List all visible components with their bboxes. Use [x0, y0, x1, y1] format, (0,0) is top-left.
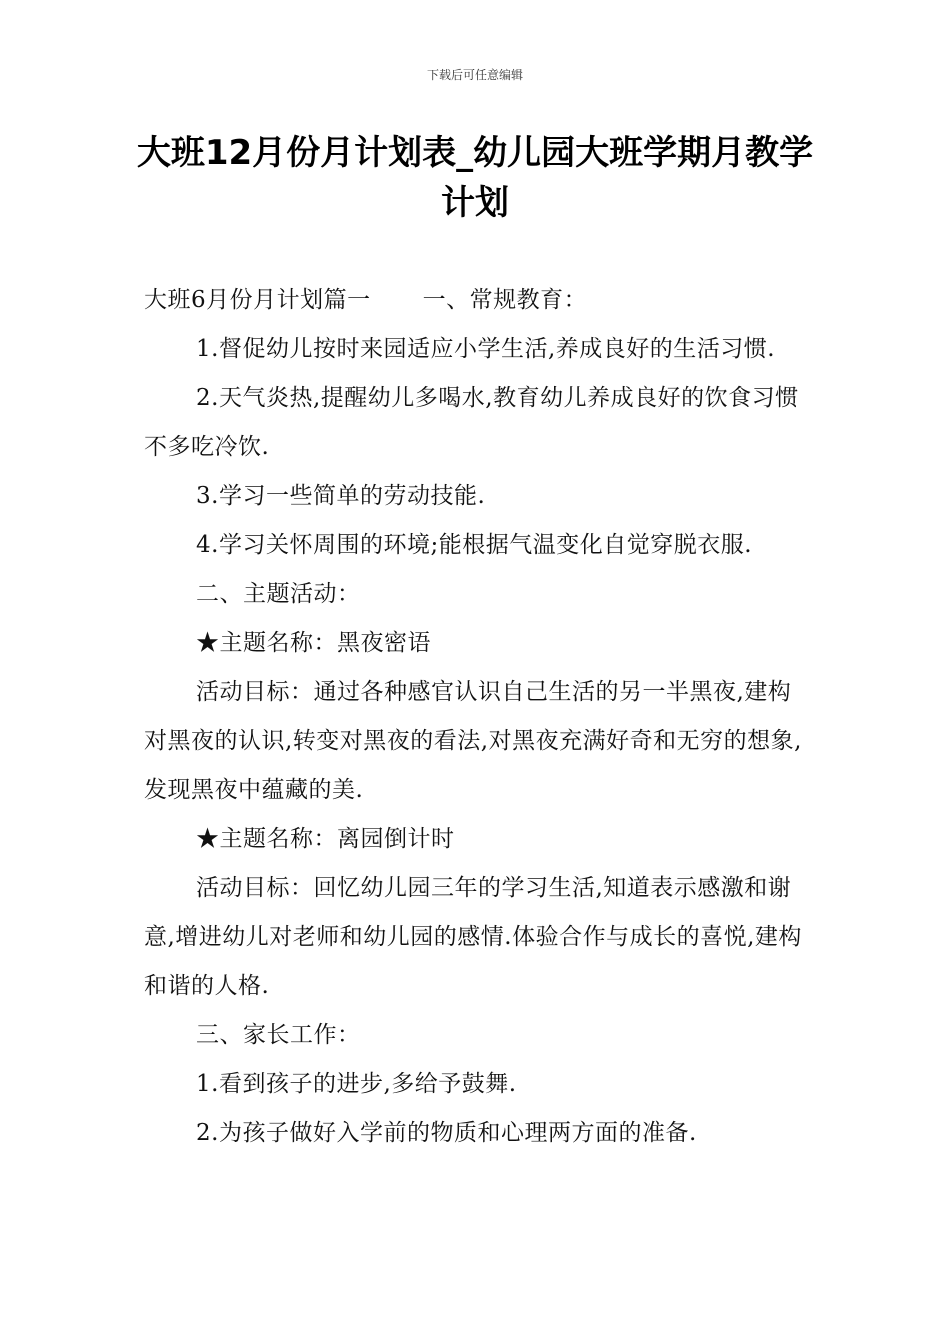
paragraph-routine-2: 2.天气炎热,提醒幼儿多喝水,教育幼儿养成良好的饮食习惯不多吃冷饮.	[144, 385, 799, 460]
paragraph-routine-3: 3.学习一些简单的劳动技能.	[196, 483, 486, 509]
theme-name-1: ★主题名称：黑夜密语	[196, 630, 431, 656]
section-intro-line	[144, 276, 808, 325]
document-body	[144, 276, 808, 1158]
paragraph-routine-1: 1.督促幼儿按时来园适应小学生活,养成良好的生活习惯.	[196, 336, 776, 362]
section-heading-parents: 三、家长工作：	[196, 1022, 361, 1048]
plan-subtitle: 大班6月份月计划篇一	[144, 287, 371, 313]
document-title: 大班12月份月计划表_幼儿园大班学期月教学计划	[136, 133, 814, 223]
paragraph-parents-2: 2.为孩子做好入学前的物质和心理两方面的准备.	[196, 1120, 697, 1146]
paragraph-parents-1: 1.看到孩子的进步,多给予鼓舞.	[196, 1071, 517, 1097]
header-note: 下载后可任意编辑	[426, 68, 523, 82]
paragraph-routine-4: 4.学习关怀周围的环境;能根据气温变化自觉穿脱衣服.	[196, 532, 753, 558]
section-heading-routine: 一、常规教育：	[422, 287, 588, 313]
theme-name-2: ★主题名称：离园倒计时	[196, 826, 455, 852]
theme-goal-2: 活动目标：回忆幼儿园三年的学习生活,知道表示感激和谢意,增进幼儿对老师和幼儿园的感情.体验合作与成长的喜悦,建构和谐的人格.	[144, 875, 802, 999]
theme-goal-1: 活动目标：通过各种感官认识自己生活的另一半黑夜,建构对黑夜的认识,转变对黑夜的看法,对黑夜充满好奇和无穷的想象,发现黑夜中蕴藏的美.	[144, 679, 802, 803]
section-heading-theme: 二、主题活动：	[196, 581, 361, 607]
